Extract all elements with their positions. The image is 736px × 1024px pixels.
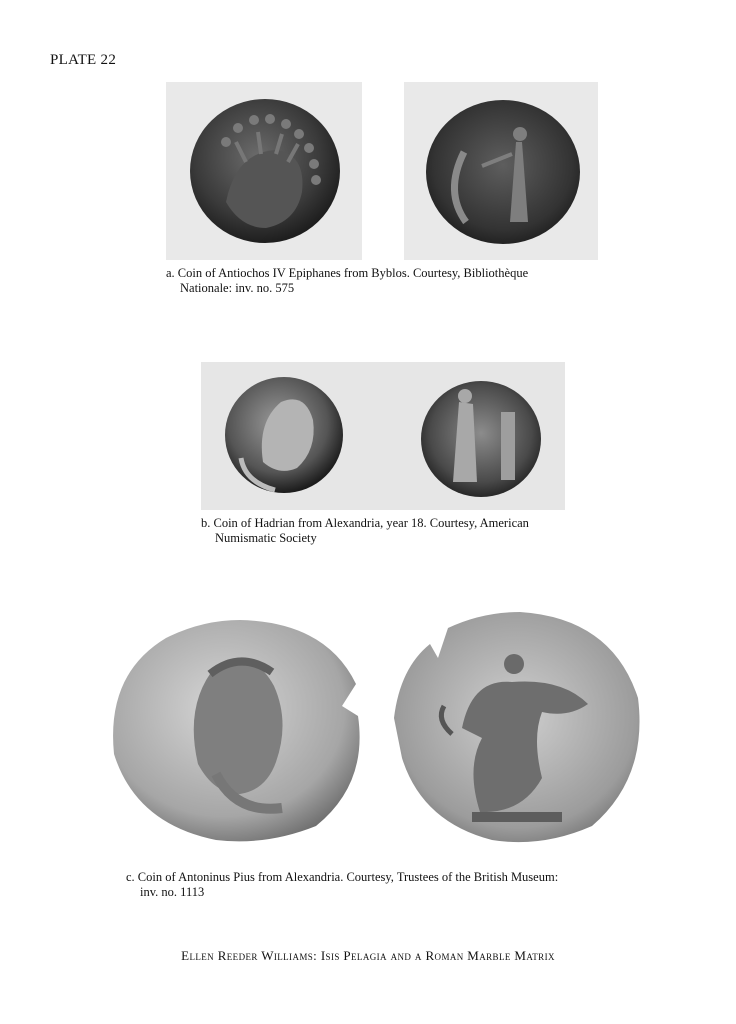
caption-c-line-2: inv. no. 1113	[140, 885, 205, 899]
caption-c	[126, 870, 626, 900]
caption-b	[201, 516, 601, 546]
caption-a-line-1: a. Coin of Antiochos IV Epiphanes from Byblos. Courtesy, Bibliothèque	[166, 266, 529, 280]
caption-a-line-2: Nationale: inv. no. 575	[180, 281, 295, 295]
caption-b-line-2: Numismatic Society	[215, 531, 317, 545]
caption-a	[166, 266, 586, 296]
caption-b-line-1: b. Coin of Hadrian from Alexandria, year 18. Courtesy, American	[201, 516, 529, 530]
coin-a-reverse-photo	[404, 82, 598, 260]
coin-c-reverse-photo	[392, 608, 648, 848]
plate-label: PLATE 22	[50, 52, 117, 68]
coin-b-photo	[201, 362, 565, 510]
coin-a-obverse-photo	[166, 82, 362, 260]
running-footer: Ellen Reeder Williams: Isis Pelagia and a Roman Marble Matrix	[181, 948, 555, 963]
caption-c-line-1: c. Coin of Antoninus Pius from Alexandria. Courtesy, Trustees of the British Museum:	[126, 870, 559, 884]
coin-c-obverse-photo	[106, 614, 374, 846]
